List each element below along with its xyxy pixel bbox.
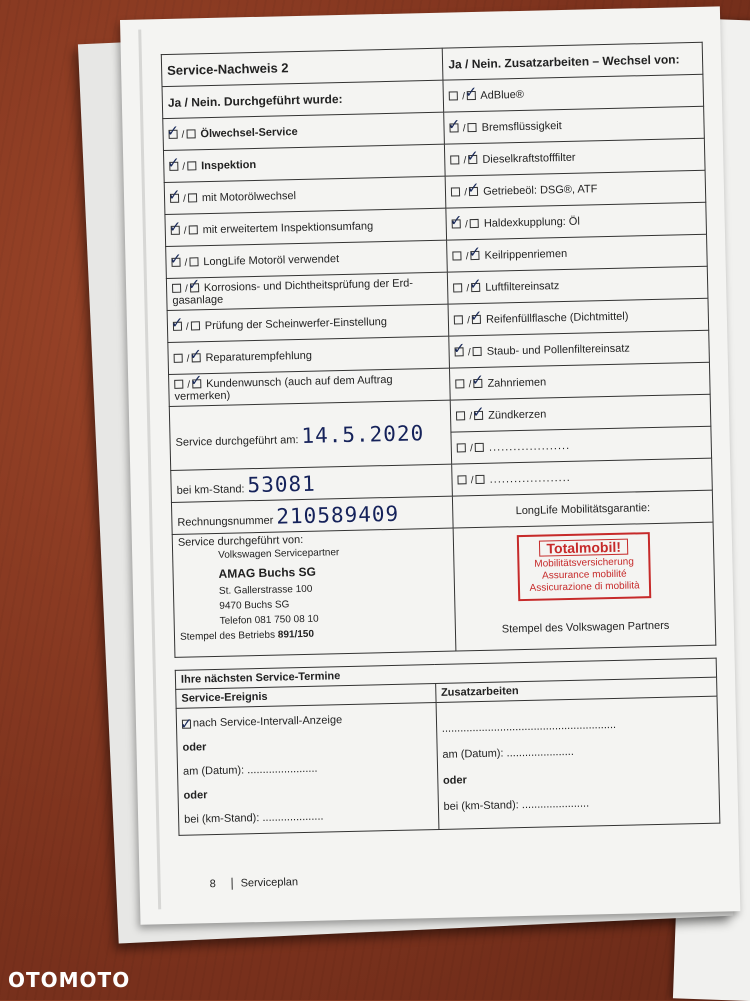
checkbox[interactable] — [457, 443, 466, 452]
right-item-row: /✓ Keilrippenriemen — [447, 234, 707, 272]
next-date-label: am (Datum): — [182, 764, 245, 778]
checkbox-checked[interactable] — [169, 162, 178, 171]
next-km-label: bei (km-Stand): — [184, 812, 260, 826]
km-value[interactable]: 53081 — [247, 471, 316, 497]
right-item-label: Keilrippenriemen — [484, 247, 568, 262]
dealer-stamp-label: Stempel des Betriebs — [179, 629, 276, 643]
checkbox-checked[interactable] — [452, 219, 461, 228]
checkbox[interactable] — [451, 187, 460, 196]
left-item-label: Korrosions- und Dichtheitsprüfung der Erd-gasanlage — [172, 276, 414, 307]
right-item-label: Getriebeöl: DSG®, ATF — [483, 182, 598, 198]
right-item-row: /✓ Zündkerzen — [451, 394, 711, 432]
checkbox[interactable] — [475, 443, 484, 452]
page-title: Service-Nachweis 2 — [161, 48, 443, 86]
checkbox[interactable] — [458, 475, 467, 484]
dealer-street: St. Gallerstrasse 100 — [218, 583, 313, 597]
checkbox[interactable] — [476, 475, 485, 484]
additional-work-dots[interactable]: ......................................................... — [441, 718, 617, 735]
invoice-label: Rechnungsnummer — [177, 514, 274, 529]
totalmobil-stamp — [517, 532, 651, 601]
checkbox-checked[interactable] — [468, 155, 477, 164]
interval-label: nach Service-Intervall-Anzeige — [192, 714, 343, 730]
checkbox-checked[interactable] — [190, 283, 199, 292]
checkbox[interactable] — [191, 321, 200, 330]
checkbox-checked[interactable] — [182, 719, 191, 728]
checkbox[interactable] — [454, 315, 463, 324]
checkbox[interactable] — [470, 219, 479, 228]
left-item-row: ✓/ LongLife Motoröl verwendet — [166, 240, 448, 278]
right-item-label: Zündkerzen — [488, 407, 547, 422]
right-item-row: /✓ Getriebeöl: DSG®, ATF — [445, 170, 705, 208]
service-event-cell — [176, 703, 438, 836]
checkbox-checked[interactable] — [472, 315, 481, 324]
right-column-header: Ja / Nein. Zusatzarbeiten – Wechsel von: — [443, 42, 703, 80]
checkbox[interactable] — [450, 155, 459, 164]
right-item-row: /✓ Luftfiltereinsatz — [448, 266, 708, 304]
next-date-dots[interactable]: ....................... — [247, 762, 318, 777]
right-item-row: /✓ Dieselkraftstofffilter — [445, 138, 705, 176]
service-booklet-page — [120, 6, 740, 924]
left-item-label: Reparaturempfehlung — [205, 349, 313, 364]
checkbox-checked[interactable] — [473, 379, 482, 388]
next-km-dots[interactable]: .................... — [262, 810, 324, 824]
right-item-row: /✓ Zahnriemen — [450, 362, 710, 400]
right-item-label: .................... — [488, 439, 571, 454]
oder-label: oder — [442, 774, 467, 787]
checkbox-checked[interactable] — [469, 187, 478, 196]
checkbox-checked[interactable] — [474, 411, 483, 420]
service-date-value[interactable]: 14.5.2020 — [301, 420, 425, 448]
left-item-row: /✓ Kundenwunsch (auch auf dem Auftrag vermerken) — [169, 368, 451, 406]
checkbox[interactable] — [473, 347, 482, 356]
dealer-phone: Telefon 081 750 08 10 — [219, 613, 319, 627]
dealer-cell — [172, 528, 456, 657]
checkbox-checked[interactable] — [192, 379, 201, 388]
partner-stamp-label: Stempel des Volkswagen Partners — [501, 619, 670, 636]
checkbox[interactable] — [188, 193, 197, 202]
right-item-label: .................... — [489, 471, 571, 486]
right-item-label: AdBlue® — [480, 88, 525, 102]
left-item-row: /✓ Korrosions- und Dichtheitsprüfung der Erd-gasanlage — [166, 272, 448, 310]
checkbox[interactable] — [449, 91, 458, 100]
service-by-label: Service durchgeführt von: — [177, 533, 304, 549]
next-service-title: Ihre nächsten Service-Termine — [175, 658, 716, 689]
right-item-label: Luftfiltereinsatz — [485, 279, 560, 294]
left-item-row: ✓/ mit erweitertem Inspektionsumfang — [165, 208, 447, 246]
next-service-table — [175, 658, 721, 836]
right-item-row: / .................... — [451, 426, 711, 464]
right-km-label: bei (km-Stand): — [443, 799, 519, 813]
checkbox-checked[interactable] — [171, 226, 180, 235]
right-item-label: Bremsflüssigkeit — [481, 119, 562, 134]
checkbox-checked[interactable] — [173, 322, 182, 331]
left-item-label: LongLife Motoröl verwendet — [203, 252, 340, 268]
left-item-row: ✓/ Prüfung der Scheinwerfer-Einstellung — [167, 304, 449, 342]
checkbox[interactable] — [456, 379, 465, 388]
col-additional-work: Zusatzarbeiten — [435, 677, 717, 702]
oder-label: oder — [182, 741, 207, 754]
otomoto-watermark: OTOMOTO — [8, 968, 131, 992]
service-record-table — [161, 42, 717, 658]
checkbox[interactable] — [187, 161, 196, 170]
left-item-row: /✓ Reparaturempfehlung — [168, 336, 450, 374]
left-item-label: Kundenwunsch (auch auf dem Auftrag vermerken) — [174, 373, 393, 403]
checkbox-checked[interactable] — [191, 353, 200, 362]
checkbox-checked[interactable] — [467, 91, 476, 100]
checkbox-checked[interactable] — [169, 130, 178, 139]
page-number: 8 — [209, 878, 232, 891]
stamp-title: Totalmobil! — [539, 539, 628, 557]
invoice-value[interactable]: 210589409 — [276, 501, 400, 529]
right-item-label: Zahnriemen — [487, 375, 547, 390]
left-item-label: mit erweitertem Inspektionsumfang — [202, 219, 374, 236]
dealer-partner: Volkswagen Servicepartner — [218, 547, 340, 561]
right-item-label: Haldexkupplung: Öl — [483, 215, 580, 230]
checkbox-checked[interactable] — [171, 258, 180, 267]
longlife-label: LongLife Mobilitätsgarantie: — [453, 490, 713, 528]
left-item-label: mit Motorölwechsel — [201, 189, 297, 204]
left-item-row: ✓/ Ölwechsel-Service — [163, 112, 445, 150]
stamp-line: Assicurazione di mobilità — [529, 580, 640, 594]
service-record-sheet — [161, 42, 721, 836]
dealer-code: 891/150 — [277, 628, 315, 641]
right-item-row: /✓ Reifenfüllflasche (Dichtmittel) — [448, 298, 708, 336]
checkbox[interactable] — [172, 284, 181, 293]
right-km-dots[interactable]: ...................... — [521, 797, 590, 812]
km-label: bei km-Stand: — [176, 482, 245, 497]
checkbox[interactable] — [174, 380, 183, 389]
right-item-row: / .................... — [452, 458, 712, 496]
service-date-label: Service durchgeführt am: — [175, 433, 299, 449]
additional-work-cell — [436, 696, 720, 829]
next-service-section — [175, 658, 721, 836]
service-date-cell — [169, 400, 452, 470]
checkbox[interactable] — [189, 257, 198, 266]
right-item-label: Staub- und Pollenfiltereinsatz — [486, 342, 630, 358]
page-footer — [209, 876, 298, 890]
checkbox[interactable] — [188, 225, 197, 234]
right-item-row: ✓ / Staub- und Pollenfiltereinsatz — [449, 330, 709, 368]
right-item-row: ✓ / Bremsflüssigkeit — [444, 106, 704, 144]
checkbox[interactable] — [456, 411, 465, 420]
checkbox[interactable] — [453, 283, 462, 292]
right-date-dots[interactable]: ...................... — [506, 745, 574, 760]
right-date-label: am (Datum): — [442, 747, 504, 761]
partner-stamp-cell — [453, 522, 715, 651]
oder-label: oder — [183, 789, 208, 802]
checkbox[interactable] — [186, 129, 195, 138]
left-item-row: ✓/ Inspektion — [163, 144, 445, 182]
checkbox-checked[interactable] — [471, 283, 480, 292]
col-service-event: Service-Ereignis — [176, 684, 436, 709]
dealer-stamp — [178, 543, 450, 645]
right-item-row: ✓ / Haldexkupplung: Öl — [446, 202, 706, 240]
left-column-header: Ja / Nein. Durchgeführt wurde: — [162, 80, 444, 118]
right-item-label: Dieselkraftstofffilter — [482, 151, 576, 166]
checkbox[interactable] — [453, 251, 462, 260]
checkbox-checked[interactable] — [455, 347, 464, 356]
stamp-line: Mobilitätsversicherung — [534, 556, 634, 570]
booklet-spine — [138, 30, 161, 910]
footer-section: Serviceplan — [240, 876, 299, 890]
left-item-label: Inspektion — [201, 158, 257, 172]
checkbox-checked[interactable] — [170, 194, 179, 203]
right-item-row: /✓ AdBlue® — [443, 74, 703, 112]
left-item-label: Prüfung der Scheinwerfer-Einstellung — [204, 315, 388, 332]
checkbox[interactable] — [468, 123, 477, 132]
left-item-row: ✓/ mit Motorölwechsel — [164, 176, 446, 214]
left-item-label: Ölwechsel-Service — [200, 125, 298, 140]
right-item-label: Reifenfüllflasche (Dichtmittel) — [485, 310, 629, 326]
checkbox-checked[interactable] — [470, 251, 479, 260]
dealer-name: AMAG Buchs SG — [218, 564, 317, 581]
checkbox-checked[interactable] — [450, 123, 459, 132]
checkbox[interactable] — [174, 354, 183, 363]
dealer-city: 9470 Buchs SG — [219, 599, 290, 612]
stamp-line: Assurance mobilité — [542, 568, 627, 582]
